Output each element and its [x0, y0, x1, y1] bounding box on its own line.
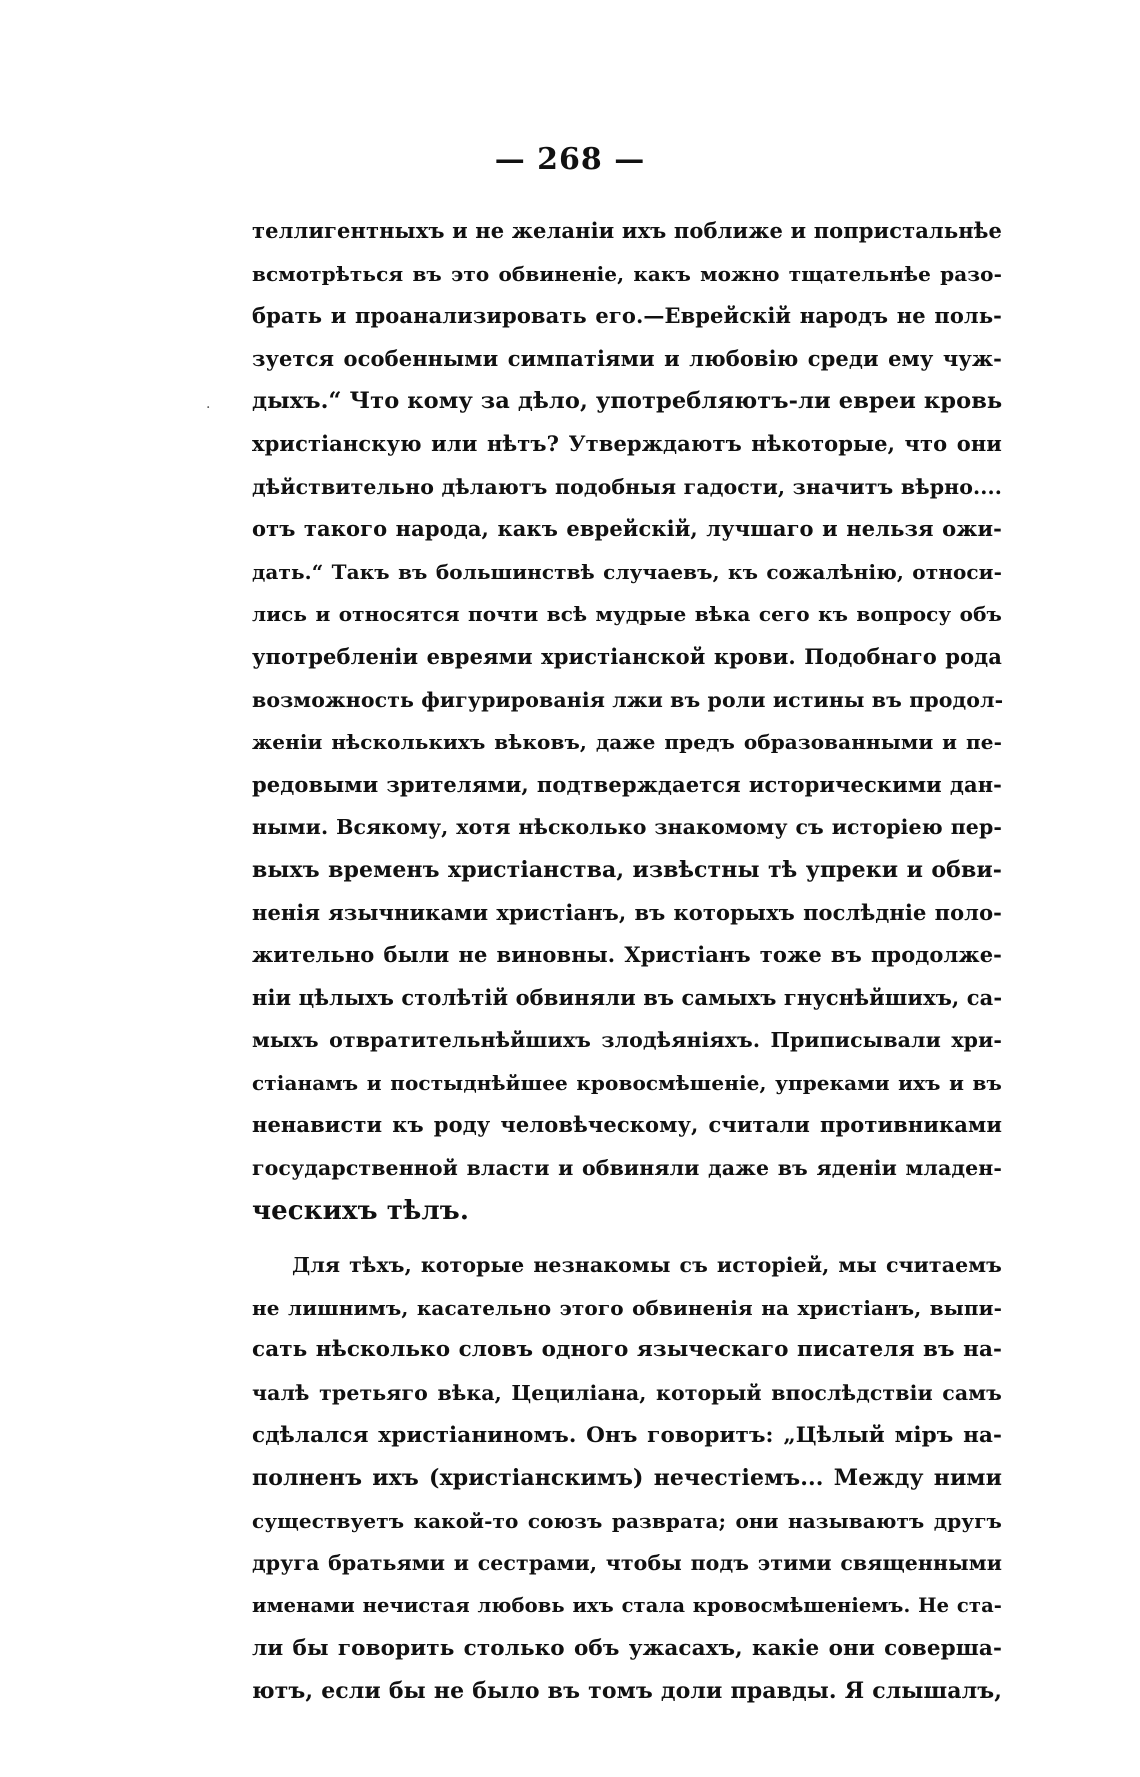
text-line: государственной власти и обвиняли даже въ яденіи младен-	[252, 1156, 1002, 1181]
text-line: зуется особенными симпатіями и любовію среди ему чуж-	[252, 345, 1002, 371]
text-line: существуетъ какой-то союзъ разврата; они называютъ другъ	[252, 1508, 1002, 1533]
text-line: христіанскую или нѣтъ? Утверждаютъ нѣкоторые, что они	[252, 430, 1002, 456]
text-line: ютъ, если бы не было въ томъ доли правды. Я слышалъ,	[252, 1678, 1002, 1705]
text-line: ческихъ тѣлъ.	[252, 1195, 469, 1226]
text-line: дать.“ Такъ въ большинствѣ случаевъ, къ сожалѣнію, относи-	[252, 559, 1002, 584]
text-line: употребленіи евреями христіанской крови. Подобнаго рода	[252, 643, 1002, 669]
text-line: ненія язычниками христіанъ, въ которыхъ послѣдніе поло-	[252, 899, 1002, 925]
text-line: теллигентныхъ и не желаніи ихъ поближе и попристальнѣе	[252, 218, 1002, 243]
text-line: возможность фигурированія лжи въ роли истины въ продол-	[252, 687, 1004, 712]
paragraph	[252, 1244, 1002, 1713]
text-line: женіи нѣсколькихъ вѣковъ, даже предъ образованными и пе-	[252, 730, 1002, 755]
text-line: сать нѣсколько словъ одного языческаго писателя въ на-	[252, 1337, 1002, 1363]
text-line: отъ такого народа, какъ еврейскій, лучшаго и нельзя ожи-	[252, 516, 1002, 542]
text-line: всмотрѣться въ это обвиненіе, какъ можно тщательнѣе разо-	[252, 261, 1002, 286]
text-line: не лишнимъ, касательно этого обвиненія на христіанъ, выпи-	[252, 1295, 1002, 1320]
text-line: ненависти къ роду человѣческому, считали противниками	[252, 1112, 1002, 1138]
text-line: дыхъ.“ Что кому за дѣло, употребляютъ-ли евреи кровь	[252, 388, 1003, 415]
paragraph-gap	[252, 1232, 1002, 1244]
text-line: чалѣ третьяго вѣка, Цециліана, который впослѣдствіи самъ	[252, 1381, 1002, 1406]
text-line: сдѣлался христіаниномъ. Онъ говоритъ: „Цѣлый міръ на-	[252, 1422, 1002, 1448]
text-line: выхъ временъ христіанства, извѣстны тѣ упреки и обви-	[252, 856, 1002, 883]
body-text	[252, 210, 1002, 1713]
text-line: стіанамъ и постыднѣйшее кровосмѣшеніе, упреками ихъ и въ	[252, 1070, 1002, 1095]
text-line: жительно были не виновны. Христіанъ тоже въ продолже-	[252, 942, 1002, 968]
text-line: друга братьями и сестрами, чтобы подъ этими священными	[252, 1551, 1002, 1576]
text-line: мыхъ отвратительнѣйшихъ злодѣяніяхъ. Приписывали хри-	[252, 1028, 1002, 1053]
paragraph	[252, 210, 1002, 1232]
text-line: Для тѣхъ, которые незнакомы съ исторіей, мы считаемъ	[292, 1253, 1002, 1278]
page-number: — 268 —	[494, 142, 646, 177]
text-line: полненъ ихъ (христіанскимъ) нечестіемъ... Между ними	[252, 1465, 1002, 1492]
text-line: ли бы говорить столько объ ужасахъ, какіе они соверша-	[252, 1635, 1002, 1661]
text-line: ніи цѣлыхъ столѣтій обвиняли въ самыхъ гнуснѣйшихъ, са-	[252, 984, 1003, 1010]
text-line: редовыми зрителями, подтверждается историческими дан-	[252, 771, 1002, 797]
margin-mark: ·	[206, 400, 211, 416]
text-line: брать и проанализировать его.—Еврейскій народъ не поль-	[252, 303, 1002, 329]
text-line: именами нечистая любовь ихъ стала кровосмѣшеніемъ. Не ста-	[252, 1594, 1002, 1617]
text-line: лись и относятся почти всѣ мудрые вѣка сего къ вопросу объ	[252, 602, 1002, 627]
text-line: ными. Всякому, хотя нѣсколько знакомому съ исторіею пер-	[252, 815, 1002, 840]
text-line: дѣйствительно дѣлаютъ подобныя гадости, значитъ вѣрно....	[252, 474, 1002, 499]
